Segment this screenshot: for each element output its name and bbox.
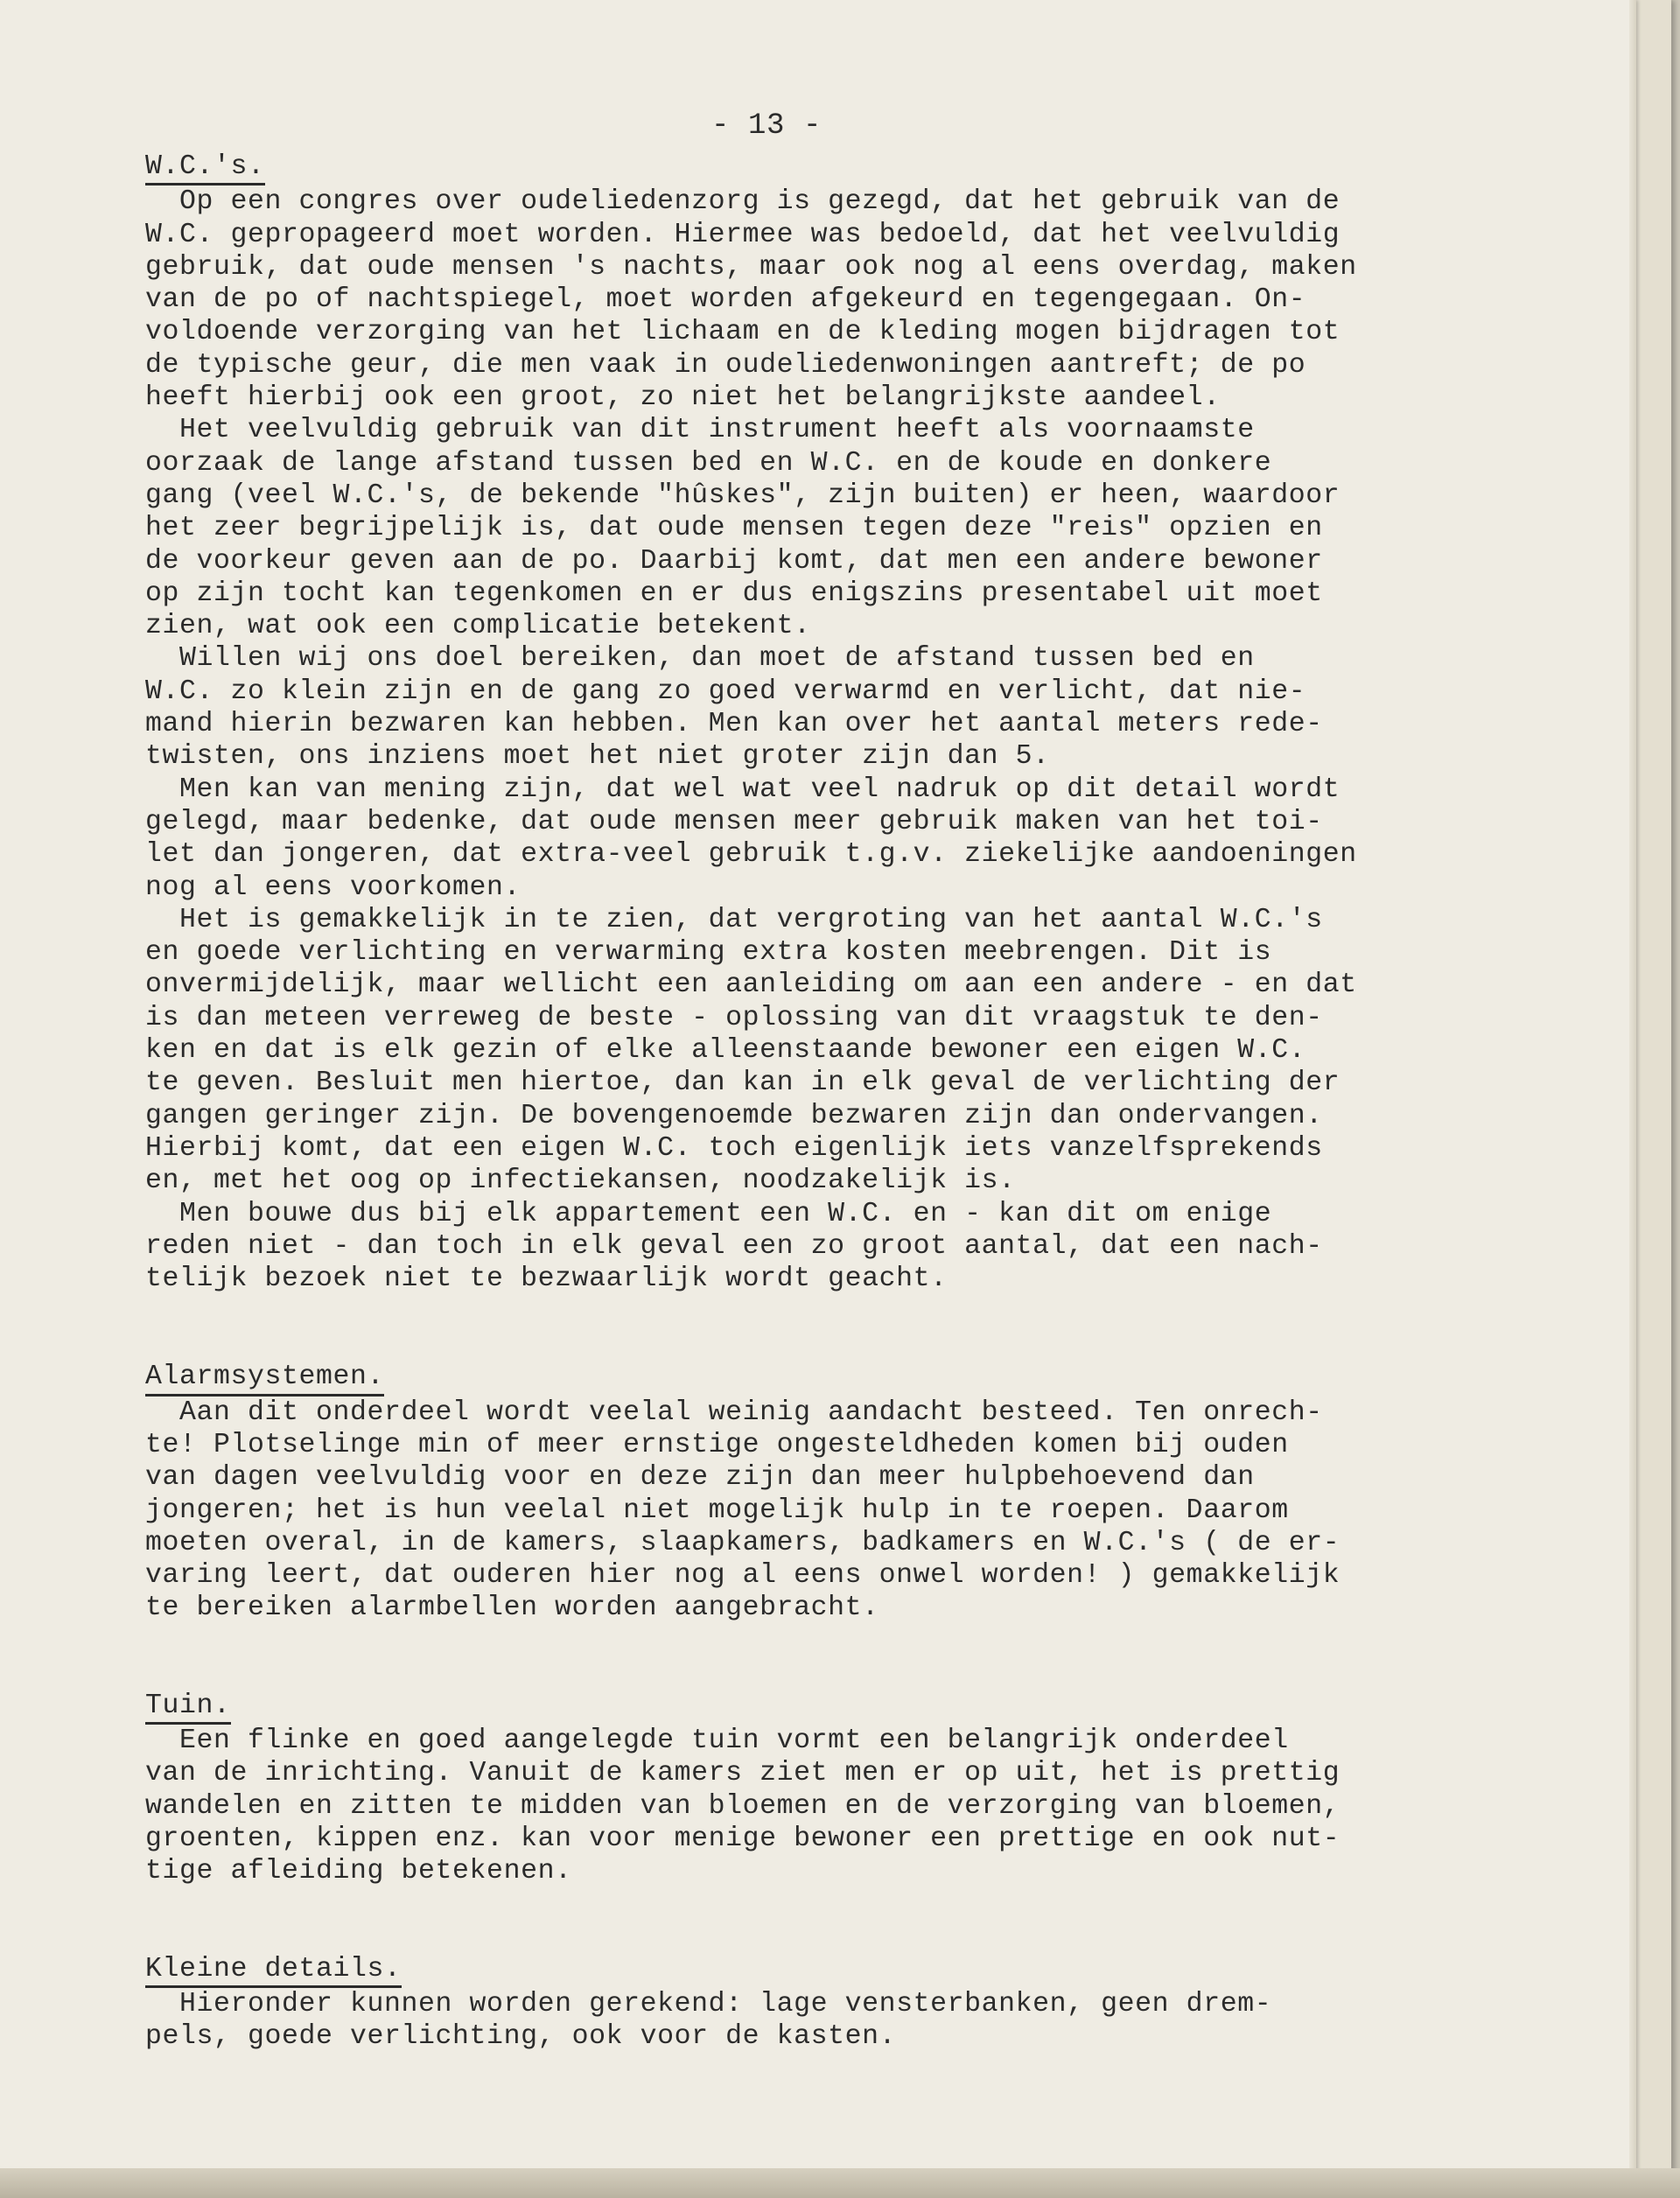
text-line: ken en dat is elk gezin of elke alleenstaande bewoner een eigen W.C. [145,1035,1306,1067]
text-line: mand hierin bezwaren kan hebben. Men kan over het aantal meters rede- [145,709,1323,740]
text-line: op zijn tocht kan tegenkomen en er dus enigszins presentabel uit moet [145,578,1323,609]
text-line: de typische geur, die men vaak in oudeliedenwoningen aantreft; de po [145,349,1306,381]
text-line: van de inrichting. Vanuit de kamers ziet men er op uit, het is prettig [145,1758,1340,1789]
text-line: telijk bezoek niet te bezwaarlijk wordt geacht. [145,1264,948,1295]
text-line: nog al eens voorkomen. [145,872,522,903]
text-line: gang (veel W.C.'s, de bekende "hûskes", zijn buiten) er heen, waardoor [145,480,1340,511]
section-body [145,1988,1598,2054]
typewritten-text [145,102,1598,2053]
text-line: Hieronder kunnen worden gerekend: lage vensterbanken, geen drem- [145,1988,1272,2020]
text-line: gangen geringer zijn. De bovengenoemde bezwaren zijn dan ondervangen. [145,1100,1323,1131]
section-wc [145,150,1598,1295]
text-line: heeft hierbij ook een groot, zo niet het belangrijkste aandeel. [145,382,1221,414]
text-line: Men bouwe dus bij elk appartement een W.C. en - kan dit om enige [145,1198,1272,1229]
text-line: voldoende verzorging van het lichaam en de kleding mogen bijdragen tot [145,317,1340,348]
text-line: onvermijdelijk, maar wellicht een aanleiding om aan een andere - en dat [145,970,1357,1001]
section-heading: Tuin. [145,1690,231,1725]
section-tuin [145,1690,1598,1888]
text-line: tige afleiding betekenen. [145,1856,572,1887]
text-line: W.C. zo klein zijn en de gang zo goed verwarmd en verlicht, dat nie- [145,676,1306,707]
text-line: Het is gemakkelijk in te zien, dat vergroting van het aantal W.C.'s [145,904,1323,935]
page-number: - 13 - [710,109,822,143]
text-line: pels, goede verlichting, ook voor de kasten. [145,2021,897,2053]
text-line: gebruik, dat oude mensen 's nachts, maar ook nog al eens overdag, maken [145,251,1357,283]
text-line: twisten, ons inziens moet het niet groter zijn dan 5. [145,741,1050,773]
text-line: te! Plotselinge min of meer ernstige ongesteldheden komen bij ouden [145,1429,1289,1460]
section-kleine-details [145,1953,1598,2054]
section-body [145,1396,1598,1625]
section-heading: Kleine details. [145,1953,402,1988]
text-line: moeten overal, in de kamers, slaapkamers, badkamers en W.C.'s ( de er- [145,1527,1340,1558]
text-line: groenten, kippen enz. kan voor menige bewoner een prettige en ook nut- [145,1823,1340,1854]
text-line: en goede verlichting en verwarming extra kosten meebrengen. Dit is [145,937,1272,969]
text-line: Willen wij ons doel bereiken, dan moet de afstand tussen bed en [145,643,1255,675]
section-heading: W.C.'s. [145,150,265,186]
text-line: van de po of nachtspiegel, moet worden afgekeurd en tegengegaan. On- [145,284,1306,316]
text-line: te geven. Besluit men hiertoe, dan kan in elk geval de verlichting der [145,1068,1340,1099]
text-line: wandelen en zitten te midden van bloemen en de verzorging van bloemen, [145,1790,1340,1822]
section-body [145,1725,1598,1887]
text-line: van dagen veelvuldig voor en deze zijn dan meer hulpbehoevend dan [145,1462,1255,1494]
text-line: en, met het oog op infectiekansen, noodzakelijk is. [145,1166,1016,1197]
text-line: Op een congres over oudeliedenzorg is gezegd, dat het gebruik van de [145,186,1340,218]
text-line: reden niet - dan toch in elk geval een zo groot aantal, dat een nach- [145,1230,1323,1262]
text-line: varing leert, dat ouderen hier nog al eens onwel worden! ) gemakkelijk [145,1560,1340,1592]
text-line: Hierbij komt, dat een eigen W.C. toch eigenlijk iets vanzelfsprekends [145,1132,1323,1164]
section-heading: Alarmsystemen. [145,1361,384,1396]
text-line: oorzaak de lange afstand tussen bed en W.C. en de koude en donkere [145,447,1272,479]
text-line: Aan dit onderdeel wordt veelal weinig aandacht besteed. Ten onrech- [145,1396,1323,1428]
text-line: Men kan van mening zijn, dat wel wat veel nadruk op dit detail wordt [145,774,1340,805]
text-line: jongeren; het is hun veelal niet mogelijk hulp in te roepen. Daarom [145,1494,1289,1526]
text-line: zien, wat ook een complicatie betekent. [145,611,811,642]
section-alarmsystemen [145,1361,1598,1624]
text-line: Een flinke en goed aangelegde tuin vormt een belangrijk onderdeel [145,1726,1289,1757]
text-line: is dan meteen verreweg de beste - oplossing van dit vraagstuk te den- [145,1002,1323,1033]
text-line: het zeer begrijpelijk is, dat oude mensen tegen deze "reis" opzien en [145,513,1323,544]
text-line: gelegd, maar bedenke, dat oude mensen meer gebruik maken van het toi- [145,806,1323,837]
text-line: te bereiken alarmbellen worden aangebracht. [145,1592,879,1624]
text-line: W.C. gepropageerd moet worden. Hiermee was bedoeld, dat het veelvuldig [145,219,1340,250]
page-bottom-edge [0,2168,1680,2198]
page-edge [1629,0,1636,2198]
section-body [145,186,1598,1295]
text-line: de voorkeur geven aan de po. Daarbij komt, dat men een andere bewoner [145,545,1323,577]
text-line: let dan jongeren, dat extra-veel gebruik t.g.v. ziekelijke aandoeningen [145,839,1357,871]
text-line: Het veelvuldig gebruik van dit instrument heeft als voornaamste [145,415,1255,446]
